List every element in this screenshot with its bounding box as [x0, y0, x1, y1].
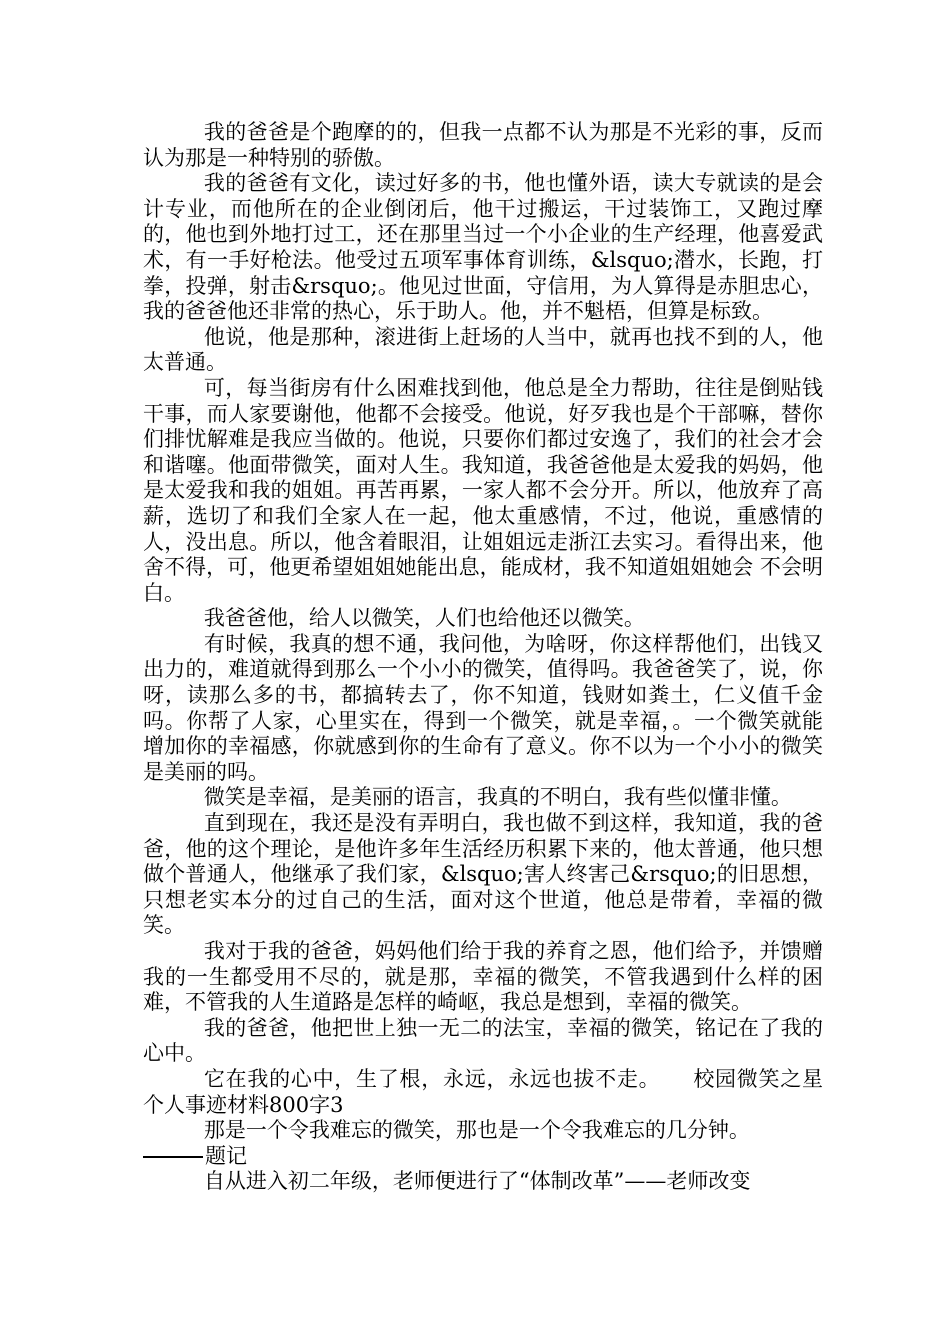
paragraph: 微笑是幸福，是美丽的语言，我真的不明白，我有些似懂非懂。: [203, 785, 792, 810]
paragraph: 我的爸爸，他把世上独一无二的法宝，幸福的微笑，铭记在了我的心中。: [143, 1015, 823, 1066]
paragraph: 可，每当街房有什么困难找到他，他总是全力帮助，往往是倒贴钱干事，而人家要谢他，他都不会接受。他说，好歹我也是个干部嘛，替你们排忧解难是我应当做的。他说，只要你们都过安逸了，我们的社会才会和谐噻。他面带微笑，面对人生。我知道，我爸爸他是太爱我的妈妈，他是太爱我和我的姐姐。再苦再累，一家人都不会分开。所以，他放弃了高薪，选切了和我们全家人在一起，他太重感情，不过，他说，重感情的人，没出息。所以，他含着眼泪，让姐姐远走浙江去实习。看得出来，他舍不得，可，他更希望姐姐她能出息，能成材，我不知道姐姐她会 不会明白。: [143, 375, 823, 605]
paragraph: 它在我的心中，生了根，永远，永远也拔不走。 校园微笑之星个人事迹材料800字3: [143, 1066, 823, 1117]
article-body: [143, 120, 823, 1195]
epigraph-dash: [143, 1156, 203, 1158]
paragraph: 我的爸爸是个跑摩的的，但我一点都不认为那是不光彩的事，反而认为那是一种特别的骄傲。: [143, 120, 823, 170]
paragraph: 有时候，我真的想不通，我问他，为啥呀，你这样帮他们，出钱又出力的，难道就得到那么一个小小的微笑，值得吗。我爸爸笑了，说，你呀，读那么多的书，都搞转去了，你不知道，钱财如粪土，仁义值千金吗。你帮了人家，心里实在，得到一个微笑，就是幸福，。一个微笑就能增加你的幸福感，你就感到你的生命有了意义。你不以为一个小小的微笑是美丽的吗。: [143, 631, 823, 784]
paragraph: 我对于我的爸爸，妈妈他们给于我的养育之恩，他们给予，并馈赠我的一生都受用不尽的，就是那，幸福的微笑，不管我遇到什么样的困难，不管我的人生道路是怎样的崎岖，我总是想到，幸福的微笑。: [143, 939, 823, 1015]
paragraph: 我的爸爸有文化，读过好多的书，他也懂外语，读大专就读的是会计专业，而他所在的企业倒闭后，他干过搬运，干过装饰工，又跑过摩的，他也到外地打过工，还在那里当过一个小企业的生产经理，他喜爱武术，有一手好枪法。他受过五项军事体育训练，&lsquo;潜水，长跑，打拳，投弹，射击&rsquo;。他见过世面，守信用，为人算得是赤胆忠心，我的爸爸他还非常的热心，乐于助人。他，并不魁梧，但算是标致。: [143, 171, 823, 324]
epigraph: [143, 1144, 823, 1170]
epigraph-label: 题记: [205, 1143, 247, 1168]
paragraph: 我爸爸他，给人以微笑，人们也给他还以微笑。: [203, 606, 645, 631]
paragraph: 直到现在，我还是没有弄明白，我也做不到这样，我知道，我的爸爸，他的这个理论，是他许多年生活经历积累下来的，他太普通，他只想做个普通人，他继承了我们家，&lsquo;害人终害己&rsquo;的旧思想，只想老实本分的过自己的生活，面对这个世道，他总是带着，幸福的微笑。: [143, 811, 823, 938]
paragraph: 那是一个令我难忘的微笑，那也是一个令我难忘的几分钟。: [203, 1118, 750, 1143]
paragraph: 他说，他是那种，滚进街上赶场的人当中，就再也找不到的人，他太普通。: [143, 324, 823, 375]
paragraph: 自从进入初二年级，老师便进行了“体制改革”——老师改变: [203, 1169, 751, 1194]
